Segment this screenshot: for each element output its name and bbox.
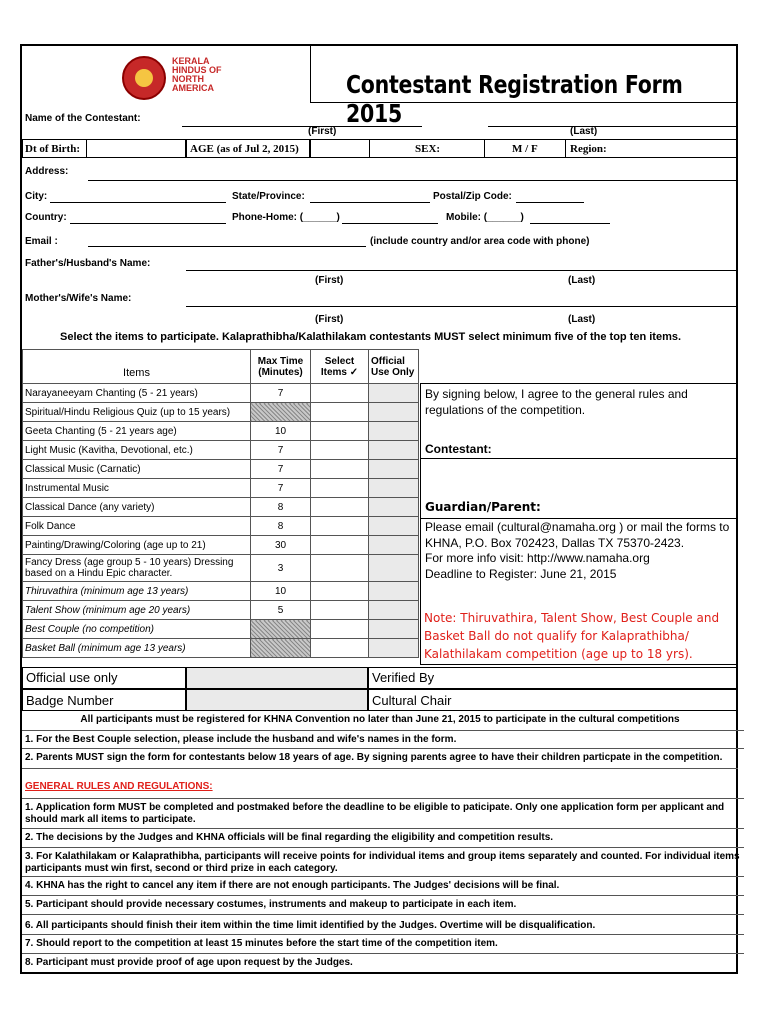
table-row [23,498,419,517]
first-name-field[interactable] [182,126,422,127]
address-field[interactable] [88,180,736,181]
item-name: Light Music (Kavitha, Devotional, etc.) [23,441,251,460]
mobile-label: Mobile: (______) [446,212,524,223]
logo-line: HINDUS OF [172,65,222,75]
official-cell [369,536,419,555]
select-header-line2: Items ✓ [320,366,359,378]
select-cell[interactable] [311,460,369,479]
official-cell [369,460,419,479]
note-row: 2. Parents MUST sign the form for contestants below 18 years of age. By signing parents agree to have their children particpate in the competition. [22,748,744,766]
table-row [23,479,419,498]
official-use-label: Official use only [26,670,118,685]
badge-value [186,689,368,711]
khna-logo-icon [122,56,166,100]
mf-label: M / F [512,143,538,155]
max-time-header-line2: (Minutes) [258,366,303,378]
dob-label: Dt of Birth: [25,143,80,155]
official-cell [369,479,419,498]
official-header [369,350,419,384]
select-cell[interactable] [311,384,369,403]
agree-text: By signing below, I agree to the general rules and regulations of the competition. [425,387,688,417]
item-name: Talent Show (minimum age 20 years) [23,601,251,620]
qualification-note: Note: Thiruvathira, Talent Show, Best Couple and Basket Ball do not qualify for Kalaprathibha/ Kalathilakam competition (age up to 18 yrs). [424,611,720,661]
table-row [23,639,419,658]
table-row [23,460,419,479]
select-cell[interactable] [311,639,369,658]
mail-instructions: Please email (cultural@namaha.org ) or mail the forms to KHNA, P.O. Box 702423, Dallas TX 75370-2423. [425,520,730,550]
city-label: City: [25,191,48,202]
max-time: 7 [251,479,311,498]
contestant-name-label: Name of the Contestant: [25,113,141,124]
age-field[interactable] [310,139,370,158]
phone-home-field[interactable] [342,223,438,224]
table-header-row [23,350,419,384]
logo-text [172,57,222,93]
email-label: Email : [25,236,58,247]
official-cell [369,582,419,601]
rule-item: 1. Application form MUST be completed and postmaked before the deadline to be eligible to paticipate. Only one application form per applicant and should mark all items to participate. [22,798,744,829]
address-label: Address: [25,166,69,177]
rule-item: 5. Participant should provide necessary costumes, instruments and makeup to participate in each item. [22,895,744,913]
mother-last-caption: (Last) [568,314,596,325]
max-time: 10 [251,422,311,441]
select-cell[interactable] [311,403,369,422]
father-label: Father's/Husband's Name: [25,258,151,269]
official-cell [369,620,419,639]
select-cell[interactable] [311,601,369,620]
official-cell [369,384,419,403]
official-cell [369,517,419,536]
table-row [23,601,419,620]
official-cell [369,639,419,658]
contestant-signature-label: Contestant: [425,442,492,456]
item-name: Fancy Dress (age group 5 - 10 years) Dressing based on a Hindu Epic character. [23,555,251,582]
zip-field[interactable] [516,202,584,203]
state-label: State/Province: [232,191,305,202]
dob-field[interactable] [86,139,186,158]
table-row [23,384,419,403]
mother-field[interactable] [186,306,736,307]
rule-item: 7. Should report to the competition at least 15 minutes before the start time of the competition item. [22,934,744,952]
item-name: Basket Ball (minimum age 13 years) [23,639,251,658]
items-header: Items [23,350,251,384]
state-field[interactable] [310,202,430,203]
badge-label: Badge Number [26,693,114,708]
first-caption: (First) [308,126,337,137]
official-header-line2: Use Only [371,366,415,378]
max-time [251,403,311,422]
items-table [22,349,419,658]
item-name: Folk Dance [23,517,251,536]
page-title: Contestant Registration Form 2015 [346,70,683,128]
item-name: Classical Music (Carnatic) [23,460,251,479]
email-note: (include country and/or area code with phone) [370,236,590,247]
father-last-caption: (Last) [568,275,596,286]
zip-label: Postal/Zip Code: [433,191,512,202]
max-time: 7 [251,384,311,403]
rule-item: 8. Participant must provide proof of age upon request by the Judges. [22,953,744,971]
rule-item: 6. All participants should finish their item within the time limit identified by the Judges. Overtime will be disqualification. [22,914,744,936]
item-name: Spiritual/Hindu Religious Quiz (up to 15 years) [23,403,251,422]
mother-first-caption: (First) [315,314,344,325]
max-time: 5 [251,601,311,620]
mother-label: Mother's/Wife's Name: [25,293,132,304]
header-divider [310,46,311,102]
note-row: 1. For the Best Couple selection, please include the husband and wife's names in the form. [22,730,744,748]
item-name: Best Couple (no competition) [23,620,251,639]
table-row [23,620,419,639]
official-header-line1: Official [371,355,405,367]
select-cell[interactable] [311,517,369,536]
select-cell[interactable] [311,498,369,517]
item-name: Narayaneeyam Chanting (5 - 21 years) [23,384,251,403]
select-cell[interactable] [311,479,369,498]
max-time [251,639,311,658]
max-time: 3 [251,555,311,582]
item-name: Classical Dance (any variety) [23,498,251,517]
item-name: Painting/Drawing/Coloring (age up to 21) [23,536,251,555]
rule-divider [22,768,738,769]
official-cell [369,403,419,422]
rule-item: 3. For Kalathilakam or Kalaprathibha, participants will receive points for individual items and group items separately and counted. For individual items participants must win first, second or third prize in each category. [22,847,744,878]
max-time-header [251,350,311,384]
max-time: 10 [251,582,311,601]
official-cell [369,601,419,620]
registration-note: All participants must be registered for KHNA Convention no later than June 21, 2015 to participate in the cultural competitions [80,714,680,725]
select-cell[interactable] [311,536,369,555]
select-heading: Select the items to participate. Kalaprathibha/Kalathilakam contestants MUST select minimum five of the top ten items. [60,331,682,343]
rule-item: 2. The decisions by the Judges and KHNA officials will be final regarding the eligibility and competition results. [22,828,744,846]
max-time: 7 [251,441,311,460]
max-time: 8 [251,517,311,536]
table-row [23,441,419,460]
select-cell[interactable] [311,620,369,639]
max-time: 8 [251,498,311,517]
select-cell[interactable] [311,555,369,582]
age-label: AGE (as of Jul 2, 2015) [190,143,299,155]
sex-label: SEX: [415,143,441,155]
country-field[interactable] [70,223,226,224]
contestant-signature-field[interactable] [420,458,738,459]
logo-line: AMERICA [172,83,214,93]
official-cell [369,441,419,460]
verified-label: Verified By [372,670,435,685]
official-cell [369,422,419,441]
official-use-value [186,667,368,689]
table-row [23,517,419,536]
region-label: Region: [570,143,607,155]
table-row [23,582,419,601]
info-url[interactable]: For more info visit: http://www.namaha.org [425,551,650,565]
phone-home-label: Phone-Home: (______) [232,212,340,223]
deadline-text: Deadline to Register: June 21, 2015 [425,567,617,581]
email-field[interactable] [88,246,366,247]
select-header-line1: Select [324,355,355,367]
mobile-field[interactable] [530,223,610,224]
max-time: 30 [251,536,311,555]
select-header [311,350,369,384]
father-field[interactable] [186,270,736,271]
max-time-header-line1: Max Time [257,355,304,367]
city-field[interactable] [50,202,226,203]
max-time [251,620,311,639]
select-cell[interactable] [311,422,369,441]
item-name: Thiruvathira (minimum age 13 years) [23,582,251,601]
table-row [23,555,419,582]
table-row [23,422,419,441]
official-cell [369,555,419,582]
item-name: Instrumental Music [23,479,251,498]
select-cell[interactable] [311,582,369,601]
official-cell [369,498,419,517]
father-first-caption: (First) [315,275,344,286]
table-row [23,403,419,422]
logo-line: NORTH [172,74,204,84]
select-cell[interactable] [311,441,369,460]
guardian-signature-label[interactable]: Guardian/Parent: [425,500,541,514]
max-time: 7 [251,460,311,479]
logo-line: KERALA [172,56,210,66]
last-caption: (Last) [570,126,598,137]
country-label: Country: [25,212,67,223]
item-name: Geeta Chanting (5 - 21 years age) [23,422,251,441]
last-name-field[interactable] [488,126,736,127]
rule-item: 4. KHNA has the right to cancel any item if there are not enough participants. The Judges' decisions will be final. [22,876,744,894]
table-row [23,536,419,555]
chair-label: Cultural Chair [372,693,452,708]
rules-heading: GENERAL RULES AND REGULATIONS: [25,781,213,792]
